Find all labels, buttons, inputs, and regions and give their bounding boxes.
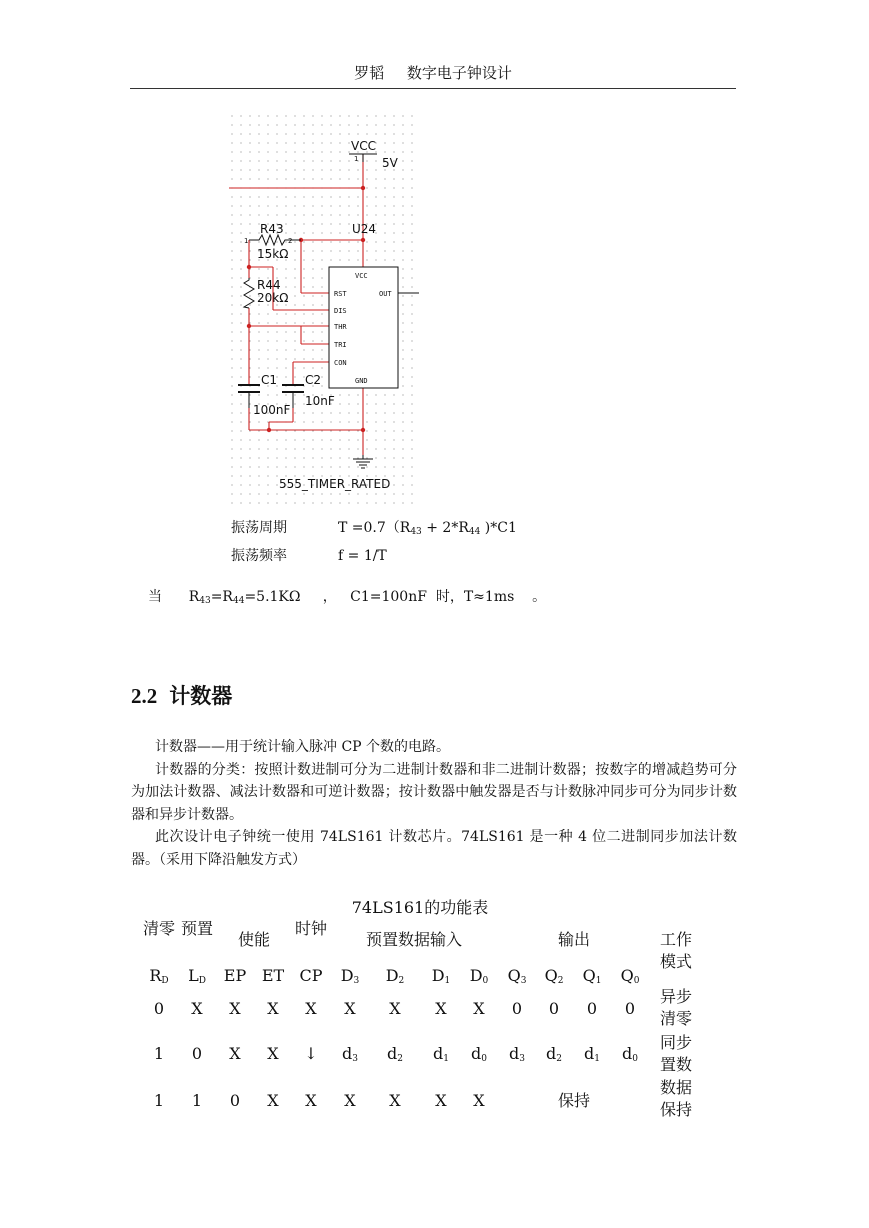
header-output: 输出 bbox=[557, 930, 590, 949]
sym-ld: $L_D$ bbox=[188, 966, 206, 986]
c1-label: C1 bbox=[261, 373, 278, 387]
header-clock: 时钟 bbox=[295, 919, 328, 938]
cell: 0 bbox=[153, 999, 165, 1018]
cell: X bbox=[389, 999, 401, 1018]
sym-d1: $D_1$ bbox=[431, 966, 451, 986]
r43-value: 15kΩ bbox=[257, 247, 289, 261]
section-heading bbox=[131, 680, 232, 710]
cell: X bbox=[473, 1091, 485, 1110]
pin-gnd: GND bbox=[355, 377, 368, 385]
cell: X bbox=[344, 999, 356, 1018]
cell: $d_3$ bbox=[342, 1044, 358, 1064]
frequency-formula: f = 1/T bbox=[338, 548, 387, 564]
period-formula-row bbox=[231, 516, 517, 544]
cell: X bbox=[267, 1044, 279, 1063]
header-preset: 预置 bbox=[181, 919, 214, 938]
cell: 0 bbox=[511, 999, 523, 1018]
cell: X bbox=[435, 999, 447, 1018]
header-clear: 清零 bbox=[143, 919, 176, 938]
paragraph: 计数器的分类：按照计数进制可分为二进制计数器和非二进制计数器；按数字的增减趋势可分为加法计数器、减法计数器和可逆计数器；按计数器中触发器是否与计数脉冲同步可分为同步计数器和异步计数器。 bbox=[131, 761, 737, 823]
cell: X bbox=[305, 1091, 317, 1110]
cell: $d_2$ bbox=[546, 1044, 562, 1064]
cell: 0 bbox=[229, 1091, 241, 1110]
cell: X bbox=[229, 999, 241, 1018]
vcc-pin-number: 1 bbox=[354, 155, 359, 163]
pin-tri: TRI bbox=[334, 341, 347, 349]
cell: $d_0$ bbox=[471, 1044, 487, 1064]
pin-dis: DIS bbox=[334, 307, 347, 315]
section-number: 2.2 bbox=[131, 684, 158, 708]
chip-ref-label: U24 bbox=[352, 222, 377, 236]
part-name-label: 555_TIMER_RATED bbox=[279, 477, 391, 491]
pin-rst: RST bbox=[334, 290, 347, 298]
condition-line: 当 $R_{43}=R_{44}=5.1K\Omega$ ， C1=100nF 时，T≈1ms 。 bbox=[148, 589, 547, 606]
sym-et: ET bbox=[261, 966, 285, 985]
sym-q0: $Q_0$ bbox=[620, 966, 640, 986]
body-text bbox=[131, 736, 737, 871]
cell: X bbox=[305, 999, 317, 1018]
header-mode: 工作模式 bbox=[659, 930, 692, 971]
sym-q3: $Q_3$ bbox=[507, 966, 527, 986]
cell: $d_1$ bbox=[433, 1044, 449, 1064]
r43-pin2: 2 bbox=[288, 237, 293, 245]
pin-thr: THR bbox=[334, 323, 347, 331]
cell: X bbox=[267, 1091, 279, 1110]
cell: X bbox=[344, 1091, 356, 1110]
r44-label: R44 bbox=[257, 278, 281, 292]
cell: 0 bbox=[191, 1044, 203, 1063]
frequency-formula-row bbox=[231, 544, 517, 568]
header-author: 罗韬 bbox=[354, 64, 385, 82]
pin-out: OUT bbox=[379, 290, 392, 298]
sym-cp: CP bbox=[299, 966, 323, 985]
sym-rd: $R_D$ bbox=[149, 966, 169, 986]
header-enable: 使能 bbox=[237, 930, 270, 949]
falling-edge-arrow: ↓ bbox=[304, 1044, 318, 1063]
cell: X bbox=[389, 1091, 401, 1110]
hold-output-cell: 保持 bbox=[557, 1091, 590, 1110]
page-header bbox=[130, 62, 736, 89]
cell: X bbox=[191, 999, 203, 1018]
vcc-label: VCC bbox=[351, 139, 376, 153]
paragraph: 此次设计电子钟统一使用 74LS161 计数芯片。74LS161 是一种 4 位二进制同步加法计数器。（采用下降沿触发方式） bbox=[131, 829, 737, 868]
section-title: 计数器 bbox=[169, 684, 233, 708]
period-label: 振荡周期 bbox=[231, 520, 287, 536]
cell: 1 bbox=[153, 1091, 165, 1110]
sym-q1: $Q_1$ bbox=[582, 966, 602, 986]
mode-cell: 数据保持 bbox=[659, 1078, 692, 1119]
frequency-label: 振荡频率 bbox=[231, 548, 287, 564]
cell: X bbox=[267, 999, 279, 1018]
sym-q2: $Q_2$ bbox=[544, 966, 564, 986]
paragraph: 计数器——用于统计输入脉冲 CP 个数的电路。 bbox=[155, 739, 451, 755]
pin-vcc: VCC bbox=[355, 272, 368, 280]
r44-value: 20kΩ bbox=[257, 291, 289, 305]
cell: $d_3$ bbox=[509, 1044, 525, 1064]
mode-cell: 异步清零 bbox=[659, 987, 692, 1028]
mode-cell: 同步置数 bbox=[659, 1033, 692, 1074]
cell: 1 bbox=[191, 1091, 203, 1110]
cell: 1 bbox=[153, 1044, 165, 1063]
cell: X bbox=[473, 999, 485, 1018]
cell: X bbox=[435, 1091, 447, 1110]
formula-block bbox=[231, 516, 517, 568]
vcc-value: 5V bbox=[382, 156, 398, 170]
r43-pin1: 1 bbox=[244, 237, 249, 245]
period-formula: $T =0.7(R_{43} + 2*R_{44}$ )*C1 bbox=[338, 520, 517, 537]
cell: 0 bbox=[548, 999, 560, 1018]
sym-d3: $D_3$ bbox=[340, 966, 360, 986]
table-title: 74LS161的功能表 bbox=[351, 898, 489, 917]
pin-con: CON bbox=[334, 359, 347, 367]
sym-d0: $D_0$ bbox=[469, 966, 489, 986]
c1-value: 100nF bbox=[253, 403, 291, 417]
cell: $d_1$ bbox=[584, 1044, 600, 1064]
cell: 0 bbox=[586, 999, 598, 1018]
timer-circuit-diagram bbox=[229, 112, 419, 504]
header-title: 数字电子钟设计 bbox=[406, 64, 512, 82]
r43-label: R43 bbox=[260, 222, 284, 236]
cell: $d_0$ bbox=[622, 1044, 638, 1064]
c2-label: C2 bbox=[305, 373, 322, 387]
cell: $d_2$ bbox=[387, 1044, 403, 1064]
header-data-input: 预置数据输入 bbox=[365, 930, 462, 949]
c2-value: 10nF bbox=[305, 394, 335, 408]
cell: X bbox=[229, 1044, 241, 1063]
cell: 0 bbox=[624, 999, 636, 1018]
sym-ep: EP bbox=[223, 966, 247, 985]
sym-d2: $D_2$ bbox=[385, 966, 405, 986]
